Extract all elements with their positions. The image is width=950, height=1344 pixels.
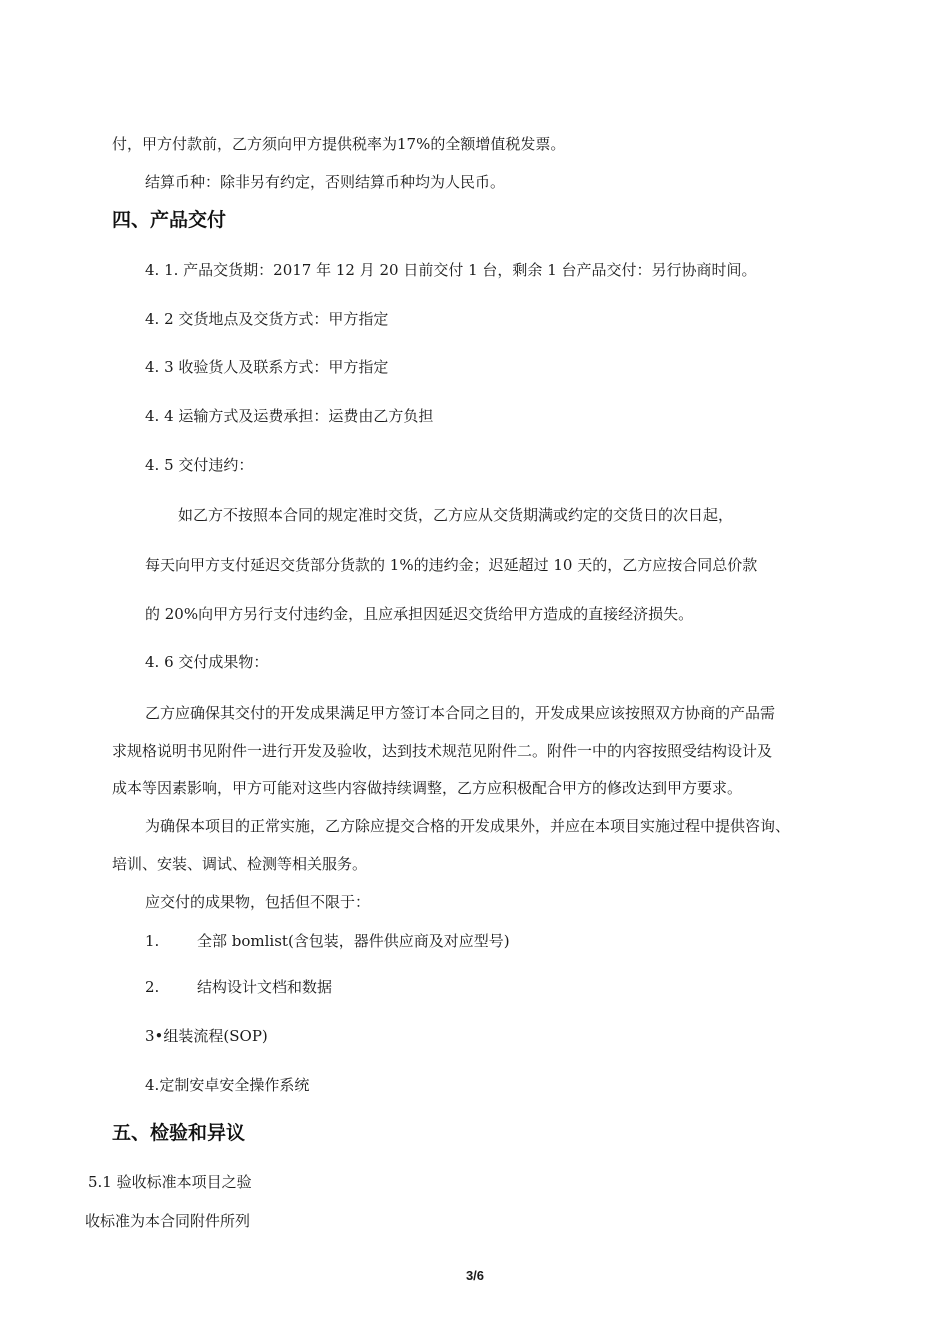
delivery-item-4-1: 4. 1. 产品交货期：2017 年 12 月 20 日前交付 1 台，剩余 1 台产品交付：另行协商时间。: [145, 261, 757, 279]
payment-line-2: 结算币种：除非另有约定，否则结算币种均为人民币。: [145, 173, 506, 191]
section-heading-delivery: 四、产品交付: [112, 209, 227, 231]
list-item-text: 定制安卓安全操作系统: [159, 1076, 310, 1094]
list-item-number: 2.: [145, 978, 160, 996]
deliverables-heading: 4. 6 交付成果物：: [145, 653, 269, 671]
list-item-text: 全部 bomlist(含包装，器件供应商及对应型号): [197, 932, 510, 950]
breach-line-1: 如乙方不按照本合同的规定准时交货，乙方应从交货期满或约定的交货日的次日起，: [178, 506, 734, 524]
deliverables-para2-line-1: 为确保本项目的正常实施，乙方除应提交合格的开发成果外，并应在本项目实施过程中提供咨询、: [145, 817, 791, 835]
delivery-item-4-5: 4. 5 交付违约：: [145, 456, 254, 474]
inspection-line-1: 5.1 验收标准本项目之验: [88, 1173, 252, 1191]
inspection-line-2: 收标准为本合同附件所列: [85, 1212, 251, 1230]
delivery-item-4-4: 4. 4 运输方式及运费承担：运费由乙方负担: [145, 407, 434, 425]
list-item-number: 4.: [145, 1076, 160, 1094]
list-item-text: 结构设计文档和数据: [197, 978, 333, 996]
deliverables-para1-line-2: 求规格说明书见附件一进行开发及验收，达到技术规范见附件二。附件一中的内容按照受结构设计及: [112, 742, 773, 760]
breach-line-2: 每天向甲方支付延迟交货部分货款的 1%的违约金；迟延超过 10 天的，乙方应按合同总价款: [145, 556, 758, 574]
deliverables-list-intro: 应交付的成果物，包括但不限于：: [145, 893, 371, 911]
delivery-item-4-2: 4. 2 交货地点及交货方式：甲方指定: [145, 310, 389, 328]
breach-line-3: 的 20%向甲方另行支付违约金，且应承担因延迟交货给甲方造成的直接经济损失。: [145, 605, 694, 623]
delivery-item-4-3: 4. 3 收验货人及联系方式：甲方指定: [145, 358, 389, 376]
deliverables-para2-line-2: 培训、安装、调试、检测等相关服务。: [112, 855, 368, 873]
list-item: [145, 977, 332, 997]
list-item: [145, 1026, 268, 1046]
payment-line-1: 付，甲方付款前，乙方须向甲方提供税率为17%的全额增值税发票。: [112, 135, 566, 153]
list-item: [145, 931, 510, 951]
list-item-number: 3•: [145, 1027, 164, 1045]
deliverables-para1-line-1: 乙方应确保其交付的开发成果满足甲方签订本合同之目的，开发成果应该按照双方协商的产品需: [145, 704, 776, 722]
section-heading-inspection: 五、检验和异议: [112, 1122, 246, 1144]
list-item-text: 组装流程(SOP): [163, 1027, 268, 1045]
deliverables-para1-line-3: 成本等因素影响，甲方可能对这些内容做持续调整，乙方应积极配合甲方的修改达到甲方要求。: [112, 779, 743, 797]
list-item-number: 1.: [145, 932, 160, 950]
page-number: 3/6: [465, 1268, 485, 1283]
list-item: [145, 1075, 309, 1095]
